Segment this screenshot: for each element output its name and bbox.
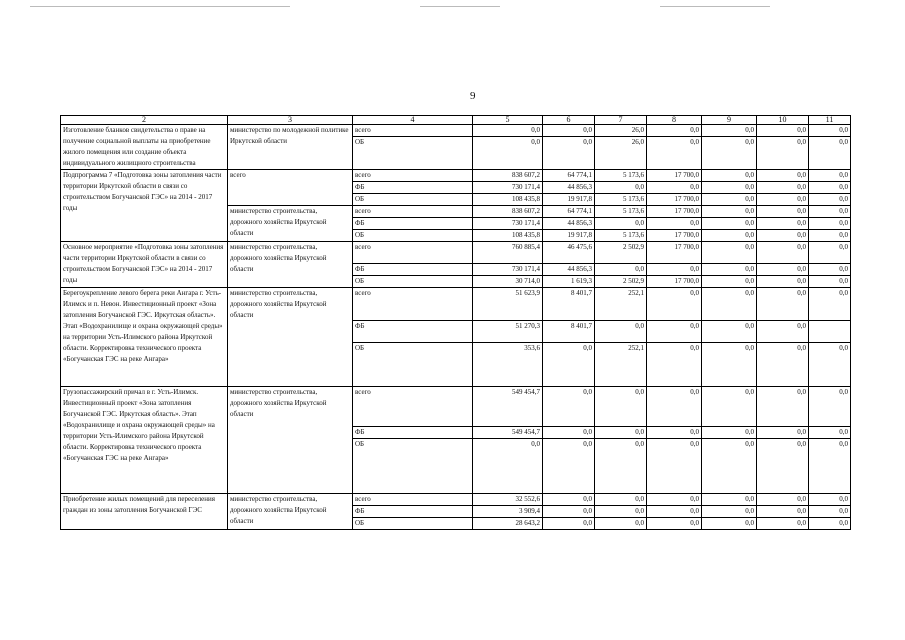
- amount-cell: 26,0: [595, 125, 647, 137]
- amount-cell: 0,0: [809, 264, 851, 276]
- header-cell: 6: [543, 116, 595, 125]
- amount-cell: 0,0: [647, 387, 702, 427]
- amount-cell: 0,0: [809, 439, 851, 494]
- funding-source-cell: ОБ: [353, 518, 473, 530]
- amount-cell: 0,0: [809, 506, 851, 518]
- amount-cell: 8 401,7: [543, 321, 595, 343]
- amount-cell: 0,0: [595, 218, 647, 230]
- amount-cell: 0,0: [757, 439, 809, 494]
- amount-cell: 0,0: [809, 137, 851, 170]
- amount-cell: 0,0: [702, 264, 757, 276]
- amount-cell: 0,0: [809, 194, 851, 206]
- amount-cell: 0,0: [757, 288, 809, 321]
- scan-artifact-right: [660, 6, 770, 7]
- amount-cell: 0,0: [757, 276, 809, 288]
- amount-cell: 252,1: [595, 288, 647, 321]
- amount-cell: 0,0: [647, 518, 702, 530]
- activity-description: Основное мероприятие «Подготовка зоны затопления части территории Иркутской области в связи со строительством Богучанской ГЭС» на 2014 - 2017 годы: [61, 242, 228, 288]
- amount-cell: 0,0: [702, 506, 757, 518]
- amount-cell: 2 502,9: [595, 276, 647, 288]
- amount-cell: 0,0: [543, 125, 595, 137]
- amount-cell: 0,0: [595, 182, 647, 194]
- amount-cell: 838 607,2: [473, 206, 543, 218]
- amount-cell: 0,0: [595, 506, 647, 518]
- amount-cell: 0,0: [809, 427, 851, 439]
- amount-cell: 0,0: [757, 230, 809, 242]
- budget-table: [60, 115, 851, 530]
- amount-cell: 0,0: [595, 439, 647, 494]
- amount-cell: 0,0: [702, 182, 757, 194]
- amount-cell: 549 454,7: [473, 427, 543, 439]
- amount-cell: 0,0: [702, 288, 757, 321]
- amount-cell: 64 774,1: [543, 206, 595, 218]
- amount-cell: 17 700,0: [647, 276, 702, 288]
- amount-cell: 0,0: [809, 242, 851, 264]
- amount-cell: 0,0: [757, 506, 809, 518]
- amount-cell: 0,0: [647, 494, 702, 506]
- amount-cell: 0,0: [595, 321, 647, 343]
- funding-source-cell: всего: [353, 125, 473, 137]
- amount-cell: 5 173,6: [595, 230, 647, 242]
- amount-cell: 1 619,3: [543, 276, 595, 288]
- amount-cell: 0,0: [647, 506, 702, 518]
- amount-cell: 0,0: [809, 518, 851, 530]
- amount-cell: 0,0: [702, 125, 757, 137]
- funding-source-cell: ОБ: [353, 137, 473, 170]
- amount-cell: 17 700,0: [647, 194, 702, 206]
- executor-cell: министерство по молодежной политике Иркутской области: [228, 125, 353, 170]
- amount-cell: 17 700,0: [647, 230, 702, 242]
- funding-source-cell: всего: [353, 387, 473, 427]
- table-row: [61, 242, 851, 264]
- amount-cell: 5 173,6: [595, 194, 647, 206]
- amount-cell: 17 700,0: [647, 242, 702, 264]
- activity-description: Подпрограмма 7 «Подготовка зоны затопления части территории Иркутской области в связи со строительством Богучанской ГЭС» на 2014 - 2017 годы: [61, 170, 228, 242]
- amount-cell: 730 171,4: [473, 182, 543, 194]
- funding-source-cell: всего: [353, 242, 473, 264]
- amount-cell: 0,0: [757, 242, 809, 264]
- amount-cell: 0,0: [702, 439, 757, 494]
- activity-description: Приобретение жилых помещений для переселения граждан из зоны затопления Богучанской ГЭС: [61, 494, 228, 530]
- amount-cell: 0,0: [757, 494, 809, 506]
- amount-cell: 17 700,0: [647, 170, 702, 182]
- amount-cell: 760 885,4: [473, 242, 543, 264]
- table-row: [61, 170, 851, 182]
- header-cell: 7: [595, 116, 647, 125]
- amount-cell: 0,0: [647, 218, 702, 230]
- amount-cell: 44 856,3: [543, 182, 595, 194]
- amount-cell: 0,0: [809, 206, 851, 218]
- amount-cell: 5 173,6: [595, 206, 647, 218]
- amount-cell: 0,0: [702, 387, 757, 427]
- amount-cell: 44 856,3: [543, 218, 595, 230]
- amount-cell: 0,0: [702, 321, 757, 343]
- activity-description: Берегоукрепление левого берега реки Ангара г. Усть-Илимск и п. Невон. Инвестиционный проект «Зона затопления Богучанской ГЭС. Иркутская область». Этап «Водохранилище и охрана окружающей среды» на территории Усть-Илимского района Иркутской области. Корректировка технического проекта «Богучанская ГЭС на реке Ангара»: [61, 288, 228, 387]
- header-cell: 11: [809, 116, 851, 125]
- amount-cell: 730 171,4: [473, 218, 543, 230]
- amount-cell: 0,0: [543, 343, 595, 387]
- amount-cell: 5 173,6: [595, 170, 647, 182]
- header-cell: 8: [647, 116, 702, 125]
- funding-source-cell: всего: [353, 170, 473, 182]
- header-cell: 9: [702, 116, 757, 125]
- amount-cell: 0,0: [473, 439, 543, 494]
- page-number: 9: [470, 90, 476, 102]
- funding-source-cell: ФБ: [353, 427, 473, 439]
- amount-cell: 0,0: [543, 427, 595, 439]
- amount-cell: 0,0: [647, 182, 702, 194]
- executor-cell: министерство строительства, дорожного хозяйства Иркутской области: [228, 242, 353, 288]
- activity-description: Грузопассажирский причал в г. Усть-Илимск. Инвестиционный проект «Зона затопления Богучанской ГЭС. Иркутская область». Этап «Водохранилище и охрана окружающей среды» на территории Усть-Илимского района Иркутской области. Корректировка технического проекта «Богучанская ГЭС на реке Ангара»: [61, 387, 228, 494]
- table-row: [61, 387, 851, 427]
- executor-cell: министерство строительства, дорожного хозяйства Иркутской области: [228, 494, 353, 530]
- amount-cell: 0,0: [702, 230, 757, 242]
- amount-cell: 0,0: [809, 125, 851, 137]
- header-cell: 3: [228, 116, 353, 125]
- amount-cell: 0,0: [595, 427, 647, 439]
- activity-description: Изготовление бланков свидетельства о праве на получение социальной выплаты на приобретение жилого помещения или создание объекта индивидуального жилищного строительства: [61, 125, 228, 170]
- amount-cell: 0,0: [543, 387, 595, 427]
- executor-cell: всего: [228, 170, 353, 206]
- executor-cell: министерство строительства, дорожного хозяйства Иркутской области: [228, 288, 353, 387]
- funding-source-cell: ФБ: [353, 218, 473, 230]
- amount-cell: 0,0: [702, 518, 757, 530]
- amount-cell: 0,0: [809, 494, 851, 506]
- amount-cell: 0,0: [595, 264, 647, 276]
- amount-cell: 0,0: [809, 182, 851, 194]
- amount-cell: 0,0: [702, 137, 757, 170]
- amount-cell: 8 401,7: [543, 288, 595, 321]
- amount-cell: 0,0: [647, 427, 702, 439]
- amount-cell: 17 700,0: [647, 206, 702, 218]
- amount-cell: 2 502,9: [595, 242, 647, 264]
- scan-artifact-mid: [420, 6, 500, 7]
- amount-cell: 0,0: [702, 206, 757, 218]
- amount-cell: 0,0: [809, 170, 851, 182]
- amount-cell: 0,0: [757, 137, 809, 170]
- funding-source-cell: всего: [353, 206, 473, 218]
- funding-source-cell: ФБ: [353, 321, 473, 343]
- amount-cell: 0,0: [702, 427, 757, 439]
- amount-cell: 0,0: [473, 125, 543, 137]
- amount-cell: 0,0: [757, 218, 809, 230]
- header-row: [61, 116, 851, 125]
- header-cell: 2: [61, 116, 228, 125]
- header-cell: 4: [353, 116, 473, 125]
- amount-cell: 19 917,8: [543, 194, 595, 206]
- amount-cell: 30 714,0: [473, 276, 543, 288]
- amount-cell: 51 270,3: [473, 321, 543, 343]
- amount-cell: 0,0: [647, 264, 702, 276]
- amount-cell: 108 435,8: [473, 230, 543, 242]
- amount-cell: 26,0: [595, 137, 647, 170]
- amount-cell: 0,0: [543, 518, 595, 530]
- amount-cell: 0,0: [647, 439, 702, 494]
- funding-source-cell: ОБ: [353, 194, 473, 206]
- amount-cell: 0,0: [757, 518, 809, 530]
- amount-cell: 44 856,3: [543, 264, 595, 276]
- amount-cell: 0,0: [809, 387, 851, 427]
- amount-cell: 0,0: [595, 387, 647, 427]
- amount-cell: 46 475,6: [543, 242, 595, 264]
- amount-cell: 0,0: [595, 494, 647, 506]
- amount-cell: 0,0: [809, 230, 851, 242]
- funding-source-cell: ОБ: [353, 343, 473, 387]
- amount-cell: 0,0: [757, 321, 809, 343]
- amount-cell: 0,0: [757, 264, 809, 276]
- funding-source-cell: ОБ: [353, 439, 473, 494]
- funding-source-cell: ФБ: [353, 506, 473, 518]
- amount-cell: 0,0: [757, 170, 809, 182]
- amount-cell: 0,0: [809, 343, 851, 387]
- amount-cell: 0,0: [757, 182, 809, 194]
- amount-cell: 0,0: [702, 194, 757, 206]
- amount-cell: 0,0: [543, 506, 595, 518]
- amount-cell: 108 435,8: [473, 194, 543, 206]
- funding-source-cell: ОБ: [353, 230, 473, 242]
- amount-cell: 64 774,1: [543, 170, 595, 182]
- amount-cell: 0,0: [702, 276, 757, 288]
- amount-cell: 0,0: [702, 343, 757, 387]
- amount-cell: 0,0: [543, 494, 595, 506]
- amount-cell: 0,0: [702, 494, 757, 506]
- scan-artifact-left: [30, 6, 290, 7]
- amount-cell: 3 909,4: [473, 506, 543, 518]
- amount-cell: 0,0: [757, 125, 809, 137]
- table-row: [61, 494, 851, 506]
- amount-cell: 0,0: [647, 321, 702, 343]
- amount-cell: 0,0: [757, 427, 809, 439]
- funding-source-cell: всего: [353, 494, 473, 506]
- amount-cell: 549 454,7: [473, 387, 543, 427]
- header-cell: 5: [473, 116, 543, 125]
- table-row: [61, 125, 851, 137]
- amount-cell: 0,0: [757, 206, 809, 218]
- amount-cell: [809, 321, 851, 343]
- funding-source-cell: ОБ: [353, 276, 473, 288]
- amount-cell: 0,0: [809, 218, 851, 230]
- amount-cell: 51 623,9: [473, 288, 543, 321]
- table-row: [61, 288, 851, 321]
- amount-cell: 19 917,8: [543, 230, 595, 242]
- amount-cell: 0,0: [647, 137, 702, 170]
- amount-cell: 0,0: [595, 518, 647, 530]
- amount-cell: 730 171,4: [473, 264, 543, 276]
- amount-cell: 0,0: [647, 343, 702, 387]
- executor-cell: министерство строительства, дорожного хозяйства Иркутской области: [228, 387, 353, 494]
- table-body: [61, 116, 851, 530]
- amount-cell: 0,0: [647, 288, 702, 321]
- amount-cell: 0,0: [757, 194, 809, 206]
- amount-cell: 0,0: [702, 242, 757, 264]
- amount-cell: 252,1: [595, 343, 647, 387]
- header-cell: 10: [757, 116, 809, 125]
- amount-cell: 0,0: [757, 343, 809, 387]
- amount-cell: 353,6: [473, 343, 543, 387]
- executor-cell: министерство строительства, дорожного хозяйства Иркутской области: [228, 206, 353, 242]
- amount-cell: 838 607,2: [473, 170, 543, 182]
- amount-cell: 28 643,2: [473, 518, 543, 530]
- amount-cell: 0,0: [647, 125, 702, 137]
- amount-cell: 0,0: [702, 170, 757, 182]
- amount-cell: 0,0: [809, 288, 851, 321]
- amount-cell: 0,0: [809, 276, 851, 288]
- funding-source-cell: ФБ: [353, 182, 473, 194]
- amount-cell: 32 552,6: [473, 494, 543, 506]
- funding-source-cell: ФБ: [353, 264, 473, 276]
- funding-source-cell: всего: [353, 288, 473, 321]
- amount-cell: 0,0: [543, 439, 595, 494]
- amount-cell: 0,0: [702, 218, 757, 230]
- amount-cell: 0,0: [543, 137, 595, 170]
- amount-cell: 0,0: [473, 137, 543, 170]
- amount-cell: 0,0: [757, 387, 809, 427]
